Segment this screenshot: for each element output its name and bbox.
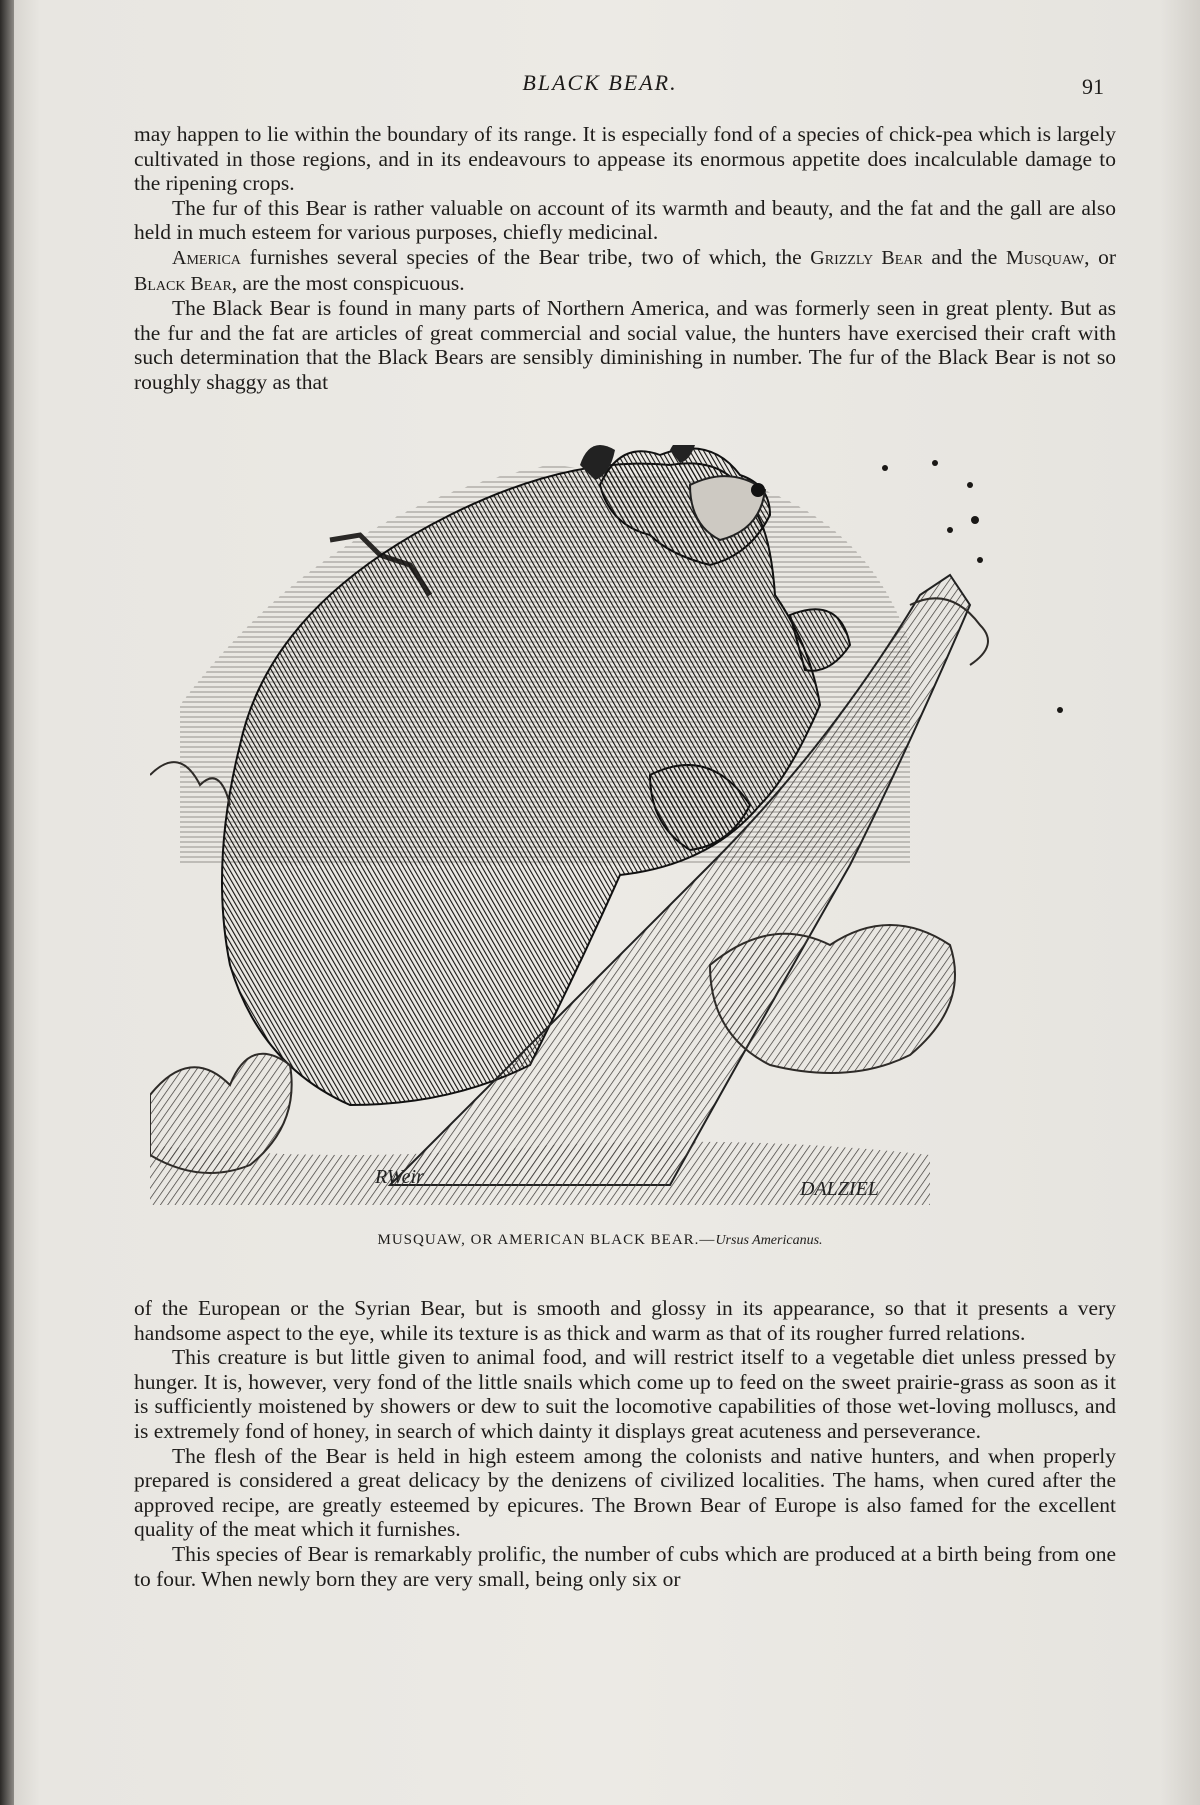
artist-signature: RWeir bbox=[375, 1166, 424, 1188]
paragraph-black-bear: The Black Bear is found in many parts of Northern America, and was formerly seen in great plenty. But as the fur and the fat are articles of great commercial and social value, the hunters have exercised their craft with such determination that the Black Bears are sensibly diminishing in number. The fur of the Black Bear is not so roughly shaggy as that bbox=[134, 296, 1116, 394]
paragraph-continued: may happen to lie within the boundary of its range. It is especially fond of a species of chick-pea which is largely cultivated in those regions, and in its endeavours to appease its enormous appetite does incalculable damage to the ripening crops. bbox=[134, 122, 1116, 196]
running-head: BLACK BEAR. bbox=[522, 70, 678, 95]
engraving-illustration bbox=[150, 445, 1080, 1205]
paragraph-cubs: This species of Bear is remarkably prolific, the number of cubs which are produced at a birth being from one to four. When newly born they are very small, being only six or bbox=[134, 1541, 1116, 1591]
small-caps-black-bear: Black Bear bbox=[134, 272, 232, 295]
page-number: 91 bbox=[1082, 74, 1104, 99]
paragraph-fur: The fur of this Bear is rather valuable on account of its warmth and beauty, and the fat and the gall are also held in much esteem for various purposes, chiefly medicinal. bbox=[134, 195, 1116, 245]
paragraph-america bbox=[134, 245, 1116, 296]
caption-latin-name: Ursus Americanus. bbox=[715, 1233, 823, 1248]
small-caps-musquaw: Musquaw bbox=[1005, 246, 1085, 269]
small-caps-grizzly: Grizzly Bear bbox=[810, 246, 923, 269]
engraver-signature: DALZIEL bbox=[800, 1178, 879, 1200]
figure-caption bbox=[0, 1232, 1200, 1249]
paragraph-european-bear: of the European or the Syrian Bear, but is smooth and glossy in its appearance, so that it presents a very handsome aspect to the eye, while its texture is as thick and warm as that of its rougher furred relations. bbox=[134, 1296, 1116, 1345]
text-run: , are the most conspicuous. bbox=[231, 270, 465, 295]
text-run: furnishes several species of the Bear tribe, two of which, the bbox=[240, 244, 811, 269]
text-run: , or bbox=[1084, 244, 1116, 269]
bottom-text-block bbox=[134, 1296, 1116, 1591]
bear-nose bbox=[751, 483, 765, 497]
paragraph-flesh: The flesh of the Bear is held in high esteem among the colonists and native hunters, and when properly prepared is considered a great delicacy by the denizens of civilized localities. The hams, when cured after the approved recipe, are greatly esteemed by epicures. The Brown Bear of Europe is also famed for the excellent quality of the meat which it furnishes. bbox=[134, 1443, 1116, 1542]
text-run: and the bbox=[922, 244, 1006, 269]
paragraph-diet: This creature is but little given to animal food, and will restrict itself to a vegetable diet unless pressed by hunger. It is, however, very fond of the little snails which come up to feed on the sweet prairie-grass as soon as it is sufficiently moistened by showers or dew to suit the locomotive capabilities of those wet-loving molluscs, and is extremely fond of honey, in search of which dainty it displays great acuteness and perseverance. bbox=[134, 1345, 1116, 1443]
bear-engraving bbox=[150, 445, 1080, 1205]
caption-text: MUSQUAW, OR AMERICAN BLACK BEAR.— bbox=[377, 1232, 716, 1248]
top-text-block bbox=[134, 122, 1116, 395]
small-caps-america: America bbox=[172, 246, 241, 269]
book-spine-shadow bbox=[0, 0, 14, 1805]
